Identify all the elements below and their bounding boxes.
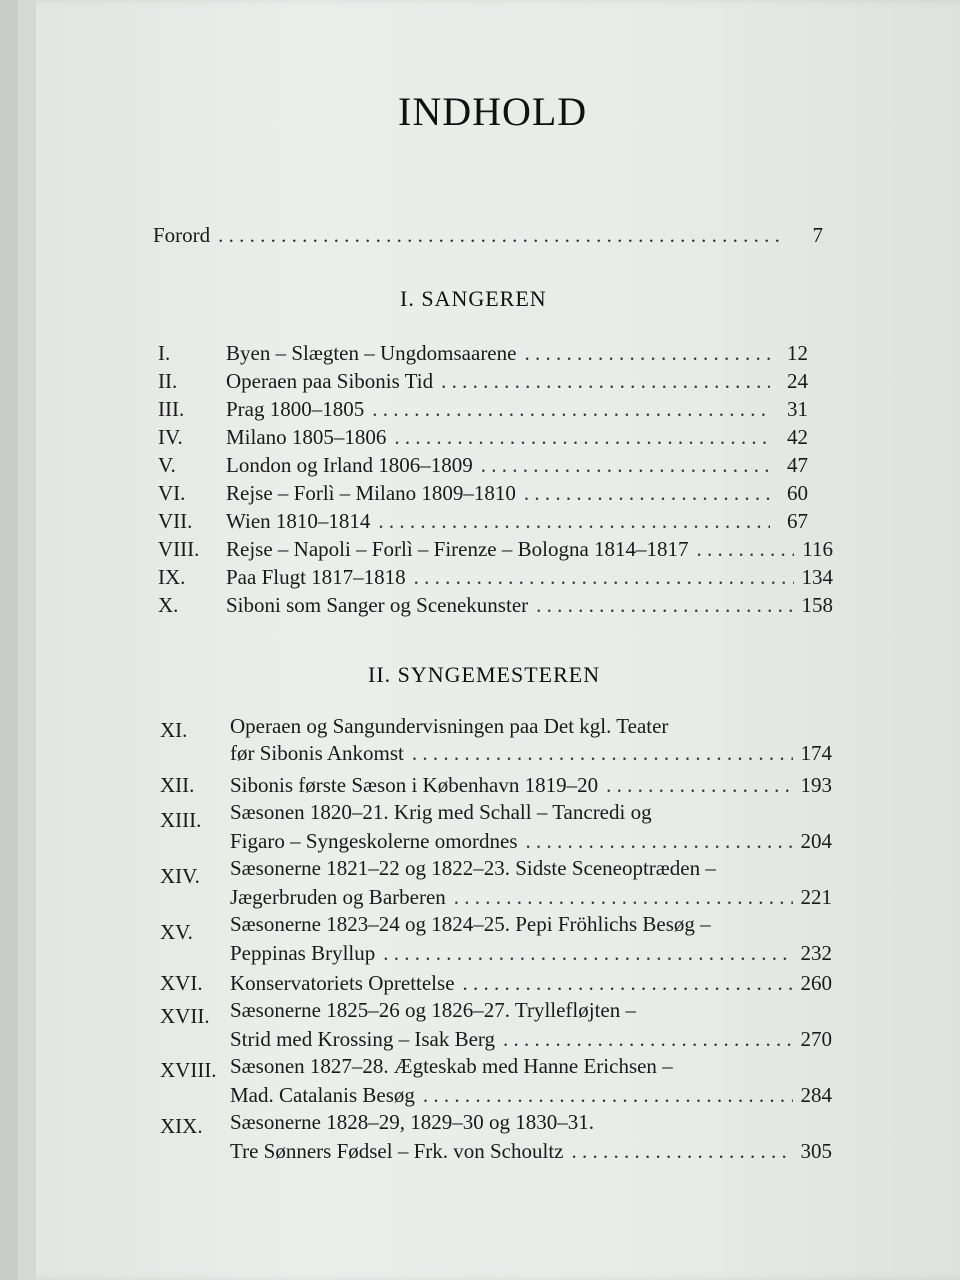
leader-dots — [697, 536, 795, 562]
leader-dots — [526, 828, 793, 854]
entry-number: XIII. — [160, 808, 202, 832]
toc-entry — [158, 396, 808, 422]
leader-dots — [394, 424, 770, 450]
entry-title-line1: Sæsonen 1827–28. Ægteskab med Hanne Erichsen – — [230, 1054, 673, 1078]
toc-entry-forord — [153, 222, 823, 248]
toc-entry — [158, 340, 808, 366]
entry-title: Paa Flugt 1817–1818 — [226, 565, 406, 589]
entry-page: 221 — [800, 885, 832, 909]
toc-entry — [230, 940, 832, 966]
entry-title: før Sibonis Ankomst — [230, 741, 404, 765]
leader-dots — [536, 592, 793, 618]
leader-dots — [454, 884, 793, 910]
section-heading-sangeren: I. SANGEREN — [400, 286, 547, 311]
entry-title: Wien 1810–1814 — [226, 509, 371, 533]
entry-number: VIII. — [158, 537, 200, 561]
entry-number: IX. — [158, 565, 186, 589]
entry-page: 270 — [800, 1027, 832, 1051]
entry-number: I. — [158, 341, 171, 365]
entry-page: 260 — [800, 971, 832, 995]
toc-entry — [230, 828, 832, 854]
entry-title: Forord — [153, 223, 211, 247]
toc-entry — [230, 1082, 832, 1108]
leader-dots — [441, 368, 770, 394]
entry-page: 24 — [787, 369, 808, 393]
entry-page: 47 — [787, 453, 808, 477]
entry-page: 12 — [787, 341, 808, 365]
leader-dots — [378, 508, 770, 534]
entry-title: Konservatoriets Oprettelse — [230, 971, 455, 995]
toc-entry — [158, 564, 833, 590]
entry-number: VII. — [158, 509, 193, 533]
section-heading-syngemesteren: II. SYNGEMESTEREN — [368, 662, 601, 687]
entry-title-line1: Sæsonerne 1823–24 og 1824–25. Pepi Fröhlichs Besøg – — [230, 912, 711, 936]
entry-title: Rejse – Napoli – Forlì – Firenze – Bologna 1814–1817 — [226, 537, 689, 561]
entry-title: Milano 1805–1806 — [226, 425, 387, 449]
toc-entry — [158, 424, 808, 450]
entry-page: 232 — [800, 941, 832, 965]
entry-number: II. — [158, 369, 178, 393]
entry-page: 305 — [800, 1139, 832, 1163]
leader-dots — [503, 1026, 792, 1052]
entry-page: 7 — [812, 223, 823, 247]
entry-title: Peppinas Bryllup — [230, 941, 376, 965]
entry-title: London og Irland 1806–1809 — [226, 453, 473, 477]
entry-title: Operaen paa Sibonis Tid — [226, 369, 434, 393]
entry-number: XIV. — [160, 864, 200, 888]
leader-dots — [414, 564, 794, 590]
entry-title: Strid med Krossing – Isak Berg — [230, 1027, 496, 1051]
entry-page: 134 — [801, 565, 833, 589]
leader-dots — [423, 1082, 793, 1108]
toc-entry — [158, 508, 808, 534]
toc-entry — [158, 368, 808, 394]
entry-number: XVII. — [160, 1004, 210, 1028]
toc-entry — [230, 740, 832, 766]
entry-number: X. — [158, 593, 179, 617]
leader-dots — [412, 740, 793, 766]
entry-number: VI. — [158, 481, 186, 505]
leader-dots — [372, 396, 770, 422]
leader-dots — [524, 480, 770, 506]
entry-title-line1: Operaen og Sangundervisningen paa Det kgl. Teater — [230, 714, 669, 738]
entry-title-line1: Sæsonerne 1828–29, 1829–30 og 1830–31. — [230, 1110, 594, 1134]
entry-title: Mad. Catalanis Besøg — [230, 1083, 415, 1107]
entry-number: IV. — [158, 425, 183, 449]
entry-title: Sibonis første Sæson i København 1819–20 — [230, 773, 599, 797]
toc-entry — [230, 1026, 832, 1052]
toc-entry — [160, 772, 832, 798]
entry-number: XVI. — [160, 971, 203, 995]
toc-entry — [158, 536, 833, 562]
leader-dots — [218, 222, 785, 248]
leader-dots — [481, 452, 770, 478]
entry-page: 31 — [787, 397, 808, 421]
entry-title: Tre Sønners Fødsel – Frk. von Schoultz — [230, 1139, 564, 1163]
entry-number: XIX. — [160, 1114, 203, 1138]
entry-page: 193 — [800, 773, 832, 797]
leader-dots — [524, 340, 770, 366]
page-title: INDHOLD — [398, 89, 588, 134]
entry-number: XI. — [160, 718, 188, 742]
entry-title-line1: Sæsonen 1820–21. Krig med Schall – Tancredi og — [230, 800, 652, 824]
toc-entry — [160, 970, 832, 996]
entry-title-line1: Sæsonerne 1821–22 og 1822–23. Sidste Sceneoptræden – — [230, 856, 716, 880]
leader-dots — [606, 772, 792, 798]
toc-entry — [158, 452, 808, 478]
leader-dots — [572, 1138, 793, 1164]
entry-page: 204 — [800, 829, 832, 853]
toc-entry — [158, 592, 833, 618]
toc-entry — [230, 1138, 832, 1164]
entry-number: XV. — [160, 920, 193, 944]
entry-page: 284 — [800, 1083, 832, 1107]
entry-title: Rejse – Forlì – Milano 1809–1810 — [226, 481, 516, 505]
leader-dots — [463, 970, 793, 996]
toc-entry — [158, 480, 808, 506]
entry-title: Figaro – Syngeskolerne omordnes — [230, 829, 518, 853]
entry-page: 60 — [787, 481, 808, 505]
toc-entry — [230, 884, 832, 910]
entry-page: 67 — [787, 509, 808, 533]
entry-page: 116 — [802, 537, 833, 561]
entry-number: V. — [158, 453, 176, 477]
entry-number: XVIII. — [160, 1058, 217, 1082]
leader-dots — [383, 940, 792, 966]
entry-page: 158 — [801, 593, 833, 617]
entry-page: 42 — [787, 425, 808, 449]
entry-number: III. — [158, 397, 185, 421]
entry-title-line1: Sæsonerne 1825–26 og 1826–27. Tryllefløjten – — [230, 998, 637, 1022]
entry-title: Siboni som Sanger og Scenekunster — [226, 593, 529, 617]
page-edge — [18, 0, 36, 1280]
entry-page: 174 — [800, 741, 832, 765]
entry-title: Prag 1800–1805 — [226, 397, 365, 421]
book-page — [18, 0, 960, 1280]
entry-number: XII. — [160, 773, 195, 797]
entry-title: Byen – Slægten – Ungdomsaarene — [226, 341, 517, 365]
entry-title: Jægerbruden og Barberen — [230, 885, 446, 909]
